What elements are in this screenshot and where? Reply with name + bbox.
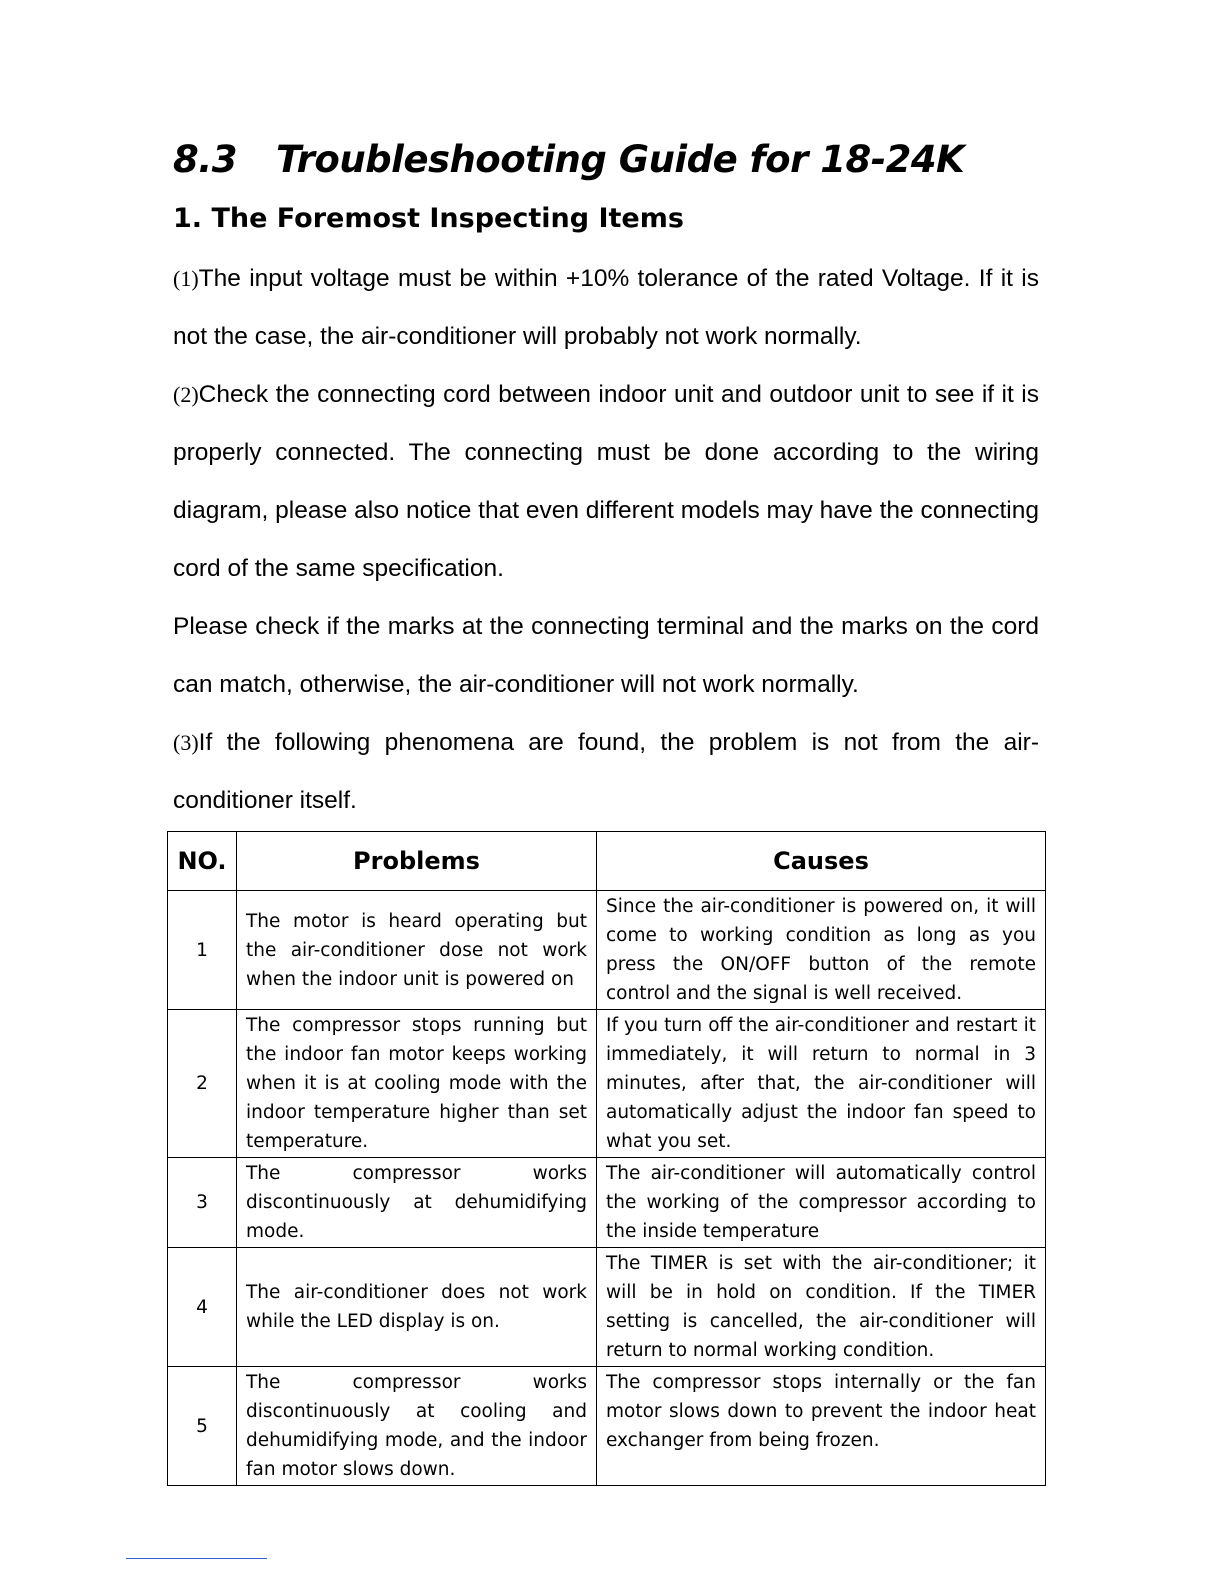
row-number: 1 bbox=[168, 891, 237, 1010]
body-text bbox=[173, 250, 1039, 830]
paragraph-voltage bbox=[173, 250, 1039, 366]
problem-cell: The compressor stops running but the indoor fan motor keeps working when it is at cooling mode with the indoor temperature higher than set temperature. bbox=[237, 1010, 597, 1158]
paragraph-phenomena bbox=[173, 714, 1039, 830]
subsection-heading: 1. The Foremost Inspecting Items bbox=[173, 203, 684, 234]
header-problems: Problems bbox=[237, 832, 597, 891]
paragraph-text: If the following phenomena are found, the problem is not from the air-conditioner itself. bbox=[173, 729, 1039, 814]
row-number: 2 bbox=[168, 1010, 237, 1158]
table-header-row bbox=[168, 832, 1046, 891]
table-row bbox=[168, 1010, 1046, 1158]
paragraph-terminal-marks bbox=[173, 598, 1039, 714]
footnote-divider bbox=[126, 1558, 267, 1559]
troubleshooting-table bbox=[167, 831, 1046, 1486]
problem-cell: The compressor works discontinuously at dehumidifying mode. bbox=[237, 1158, 597, 1248]
cause-cell: If you turn off the air-conditioner and restart it immediately, it will return to normal in 3 minutes, after that, the air-conditioner will automatically adjust the indoor fan speed to what you set. bbox=[597, 1010, 1046, 1158]
cause-cell: The compressor stops internally or the fan motor slows down to prevent the indoor heat exchanger from being frozen. bbox=[597, 1367, 1046, 1486]
row-number: 4 bbox=[168, 1248, 237, 1367]
section-title: Troubleshooting Guide for 18-24K bbox=[276, 138, 965, 181]
paragraph-text: Please check if the marks at the connecting terminal and the marks on the cord can match, otherwise, the air-conditioner will not work normally. bbox=[173, 613, 1039, 698]
list-marker: (2) bbox=[173, 382, 199, 407]
problem-cell: The compressor works discontinuously at cooling and dehumidifying mode, and the indoor fan motor slows down. bbox=[237, 1367, 597, 1486]
cause-cell: The TIMER is set with the air-conditioner; it will be in hold on condition. If the TIMER setting is cancelled, the air-conditioner will return to normal working condition. bbox=[597, 1248, 1046, 1367]
cause-cell: Since the air-conditioner is powered on, it will come to working condition as long as you press the ON/OFF button of the remote control and the signal is well received. bbox=[597, 891, 1046, 1010]
problem-cell: The motor is heard operating but the air-conditioner dose not work when the indoor unit is powered on bbox=[237, 891, 597, 1010]
section-number: 8.3 bbox=[173, 138, 238, 181]
table-row bbox=[168, 891, 1046, 1010]
table-row bbox=[168, 1367, 1046, 1486]
paragraph-text: Check the connecting cord between indoor unit and outdoor unit to see if it is properly connected. The connecting must be done according to the wiring diagram, please also notice that even different models may have the connecting cord of the same specification. bbox=[173, 381, 1039, 582]
paragraph-text: The input voltage must be within +10% tolerance of the rated Voltage. If it is not the case, the air-conditioner will probably not work normally. bbox=[173, 265, 1039, 350]
paragraph-connecting-cord bbox=[173, 366, 1039, 598]
table-row bbox=[168, 1248, 1046, 1367]
problem-cell: The air-conditioner does not work while the LED display is on. bbox=[237, 1248, 597, 1367]
table-row bbox=[168, 1158, 1046, 1248]
row-number: 3 bbox=[168, 1158, 237, 1248]
cause-cell: The air-conditioner will automatically control the working of the compressor according to the inside temperature bbox=[597, 1158, 1046, 1248]
header-no: NO. bbox=[168, 832, 237, 891]
header-causes: Causes bbox=[597, 832, 1046, 891]
section-heading bbox=[173, 138, 964, 181]
row-number: 5 bbox=[168, 1367, 237, 1486]
list-marker: (3) bbox=[173, 730, 199, 755]
list-marker: (1) bbox=[173, 266, 199, 291]
